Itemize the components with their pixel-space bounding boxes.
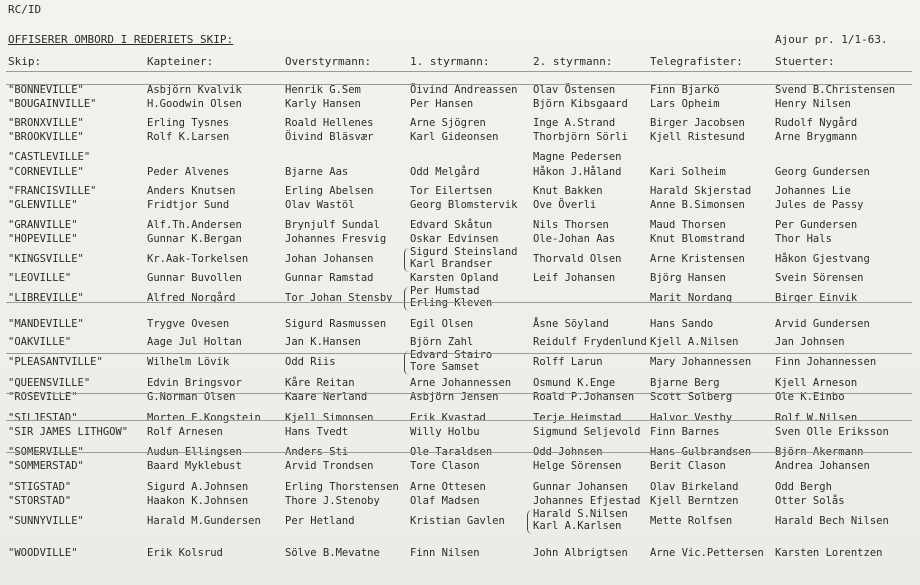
table-row [0, 97, 920, 111]
cell-ship: "LIBREVILLE" [8, 292, 84, 304]
cell-radio-officer: Maud Thorsen [650, 219, 726, 231]
cell-radio-officer: Halvor Vestby [650, 412, 733, 424]
cell-first-mate: Tor Eilertsen [410, 185, 493, 197]
cell-radio-officer: Mary Johannessen [650, 356, 752, 368]
cell-second-mate: Roald P.Johansen [533, 391, 635, 403]
cell-steward: Andrea Johansen [775, 460, 870, 472]
cell-chief-officer: Jan K.Hansen [285, 336, 361, 348]
cell-second-mate: Gunnar Johansen [533, 481, 628, 493]
table-row [0, 130, 920, 144]
cell-second-mate: Terje Heimstad [533, 412, 622, 424]
cell-radio-officer: Kari Solheim [650, 166, 726, 178]
cell-steward: Jules de Passy [775, 199, 864, 211]
cell-ship: "SUNNYVILLE" [8, 515, 84, 527]
cell-first-mate: Georg Blomstervik [410, 199, 518, 211]
cell-second-mate: Thorbjörn Sörli [533, 131, 628, 143]
cell-second-mate: Magne Pedersen [533, 151, 622, 163]
row-divider [6, 420, 912, 421]
cell-ship: "WOODVILLE" [8, 547, 78, 559]
column-header-captain: Kapteiner: [147, 55, 214, 68]
cell-captain: Alf.Th.Andersen [147, 219, 242, 231]
cell-first-mate: Per Hansen [410, 98, 474, 110]
cell-ship: "STORSTAD" [8, 495, 72, 507]
cell-second-mate: Sigmund Seljevold [533, 426, 641, 438]
brace-mark [404, 248, 410, 272]
cell-steward: Thor Hals [775, 233, 832, 245]
table-row [0, 546, 920, 560]
cell-first-mate: Per Humstad [410, 285, 480, 297]
cell-first-mate: Arne Sjögren [410, 117, 486, 129]
cell-second-mate: Knut Bakken [533, 185, 603, 197]
column-header-first-mate: 1. styrmann: [410, 55, 490, 68]
column-header-ship: Skip: [8, 55, 42, 68]
table-row [0, 508, 920, 532]
cell-second-mate: Thorvald Olsen [533, 253, 622, 265]
cell-chief-officer: Sigurd Rasmussen [285, 318, 387, 330]
cell-ship: "CORNEVILLE" [8, 166, 84, 178]
cell-chief-officer: Anders Sti [285, 446, 349, 458]
cell-captain: Erik Kolsrud [147, 547, 223, 559]
cell-chief-officer: Johan Johansen [285, 253, 374, 265]
cell-captain: Edvin Bringsvor [147, 377, 242, 389]
table-row [0, 116, 920, 130]
cell-steward: Johannes Lie [775, 185, 851, 197]
cell-chief-officer: Kåre Reitan [285, 377, 355, 389]
cell-captain: Fridtjor Sund [147, 199, 230, 211]
cell-steward: Finn Johannessen [775, 356, 877, 368]
table-row [0, 459, 920, 473]
cell-ship: "SOMMERSTAD" [8, 460, 84, 472]
row-divider [6, 302, 912, 303]
cell-captain: Asbjörn Kvalvik [147, 84, 242, 96]
cell-steward: Sven Olle Eriksson [775, 426, 889, 438]
cell-captain: Aage Jul Holtan [147, 336, 242, 348]
cell-chief-officer: Erling Thorstensen [285, 481, 399, 493]
cell-second-mate: Inge A.Strand [533, 117, 616, 129]
cell-radio-officer: Harald Skjerstad [650, 185, 752, 197]
cell-steward: Arne Brygmann [775, 131, 858, 143]
table-row [0, 494, 920, 508]
cell-steward: Håkon Gjestvang [775, 253, 870, 265]
cell-steward: Rudolf Nygård [775, 117, 858, 129]
cell-captain: Trygve Ovesen [147, 318, 230, 330]
cell-ship: "STIGSTAD" [8, 481, 72, 493]
cell-second-mate: John Albrigtsen [533, 547, 628, 559]
column-header-chief-officer: Overstyrmann: [285, 55, 372, 68]
cell-steward: Arvid Gundersen [775, 318, 870, 330]
cell-first-mate: Odd Melgård [410, 166, 480, 178]
cell-chief-officer: Per Hetland [285, 515, 355, 527]
table-row [0, 198, 920, 212]
cell-ship: "FRANCISVILLE" [8, 185, 97, 197]
cell-second-mate: Ove Överli [533, 199, 597, 211]
cell-radio-officer: Hans Sando [650, 318, 714, 330]
cell-radio-officer: Björg Hansen [650, 272, 726, 284]
cell-second-mate: Nils Thorsen [533, 219, 609, 231]
cell-chief-officer: Tor Johan Stensby [285, 292, 393, 304]
cell-first-mate: Edvard Skåtun [410, 219, 493, 231]
cell-chief-officer: Henrik G.Sem [285, 84, 361, 96]
cell-steward: Per Gundersen [775, 219, 858, 231]
cell-chief-officer: Hans Tvedt [285, 426, 349, 438]
cell-ship: "LEOVILLE" [8, 272, 72, 284]
cell-chief-officer: Olav Wastöl [285, 199, 355, 211]
cell-radio-officer: Kjell Berntzen [650, 495, 739, 507]
cell-chief-officer: Karly Hansen [285, 98, 361, 110]
cell-steward: Otter Solås [775, 495, 845, 507]
cell-steward: Odd Bergh [775, 481, 832, 493]
cell-ship: "SILJESTAD" [8, 412, 78, 424]
cell-first-mate: Karl Brandser [410, 258, 493, 270]
cell-radio-officer: Marit Nordang [650, 292, 733, 304]
table-row [0, 335, 920, 349]
cell-ship: "BONNEVILLE" [8, 84, 84, 96]
cell-steward: Kjell Arneson [775, 377, 858, 389]
cell-first-mate: Finn Nilsen [410, 547, 480, 559]
cell-radio-officer: Hans Gulbrandsen [650, 446, 752, 458]
cell-first-mate-pair [410, 285, 492, 309]
cell-first-mate: Erling Kleven [410, 297, 493, 309]
cell-captain: Harald M.Gundersen [147, 515, 261, 527]
brace-mark [404, 351, 410, 375]
cell-first-mate: Arne Ottesen [410, 481, 486, 493]
cell-captain: G.Norman Olsen [147, 391, 236, 403]
cell-ship: "GLENVILLE" [8, 199, 78, 211]
cell-chief-officer: Sölve B.Mevatne [285, 547, 380, 559]
cell-captain: Anders Knutsen [147, 185, 236, 197]
table-row [0, 83, 920, 97]
cell-captain: Alfred Norgård [147, 292, 236, 304]
cell-radio-officer: Mette Rolfsen [650, 515, 733, 527]
cell-second-mate: Rolff Larun [533, 356, 603, 368]
cell-ship: "KINGSVILLE" [8, 253, 84, 265]
cell-second-mate: Olav Östensen [533, 84, 616, 96]
table-row [0, 218, 920, 232]
cell-second-mate: Åsne Söyland [533, 318, 609, 330]
cell-first-mate: Kristian Gavlen [410, 515, 505, 527]
table-row [0, 232, 920, 246]
table-row [0, 376, 920, 390]
cell-captain: Kr.Aak-Torkelsen [147, 253, 249, 265]
row-divider [6, 452, 912, 453]
cell-chief-officer: Odd Riis [285, 356, 336, 368]
cell-first-mate: Sigurd Steinsland [410, 246, 518, 258]
row-divider [6, 84, 912, 85]
cell-ship: "SIR JAMES LITHGOW" [8, 426, 129, 438]
cell-captain: Morten E.Kongstein [147, 412, 261, 424]
cell-second-mate: Osmund K.Enge [533, 377, 616, 389]
document-id: RC/ID [8, 3, 42, 16]
table-row [0, 184, 920, 198]
cell-chief-officer: Kjell Simonsen [285, 412, 374, 424]
cell-captain: Audun Ellingsen [147, 446, 242, 458]
cell-captain: Sigurd A.Johnsen [147, 481, 249, 493]
cell-ship: "QUEENSVILLE" [8, 377, 91, 389]
cell-second-mate: Håkon J.Håland [533, 166, 622, 178]
cell-radio-officer: Olav Birkeland [650, 481, 739, 493]
cell-ship: "BRONXVILLE" [8, 117, 84, 129]
cell-chief-officer: Kaare Nerland [285, 391, 368, 403]
cell-chief-officer: Erling Abelsen [285, 185, 374, 197]
cell-chief-officer: Arvid Trondsen [285, 460, 374, 472]
cell-steward: Harald Bech Nilsen [775, 515, 889, 527]
cell-radio-officer: Arne Vic.Pettersen [650, 547, 764, 559]
cell-ship: "CASTLEVILLE" [8, 151, 91, 163]
cell-first-mate: Olaf Madsen [410, 495, 480, 507]
cell-first-mate: Arne Johannessen [410, 377, 512, 389]
table-row [0, 317, 920, 331]
cell-second-mate: Harald S.Nilsen [533, 508, 628, 520]
cell-chief-officer: Roald Hellenes [285, 117, 374, 129]
cell-captain: Gunnar K.Bergan [147, 233, 242, 245]
cell-first-mate: Ole Taraldsen [410, 446, 493, 458]
brace-mark [404, 287, 410, 311]
cell-first-mate: Oskar Edvinsen [410, 233, 499, 245]
column-header-second-mate: 2. styrmann: [533, 55, 613, 68]
cell-captain: Wilhelm Lövik [147, 356, 230, 368]
cell-chief-officer: Brynjulf Sundal [285, 219, 380, 231]
cell-radio-officer: Birger Jacobsen [650, 117, 745, 129]
cell-radio-officer: Arne Kristensen [650, 253, 745, 265]
cell-chief-officer: Johannes Fresvig [285, 233, 387, 245]
cell-chief-officer: Bjarne Aas [285, 166, 349, 178]
table-row [0, 411, 920, 425]
cell-chief-officer: Öivind Bläsvær [285, 131, 374, 143]
cell-steward: Jan Johnsen [775, 336, 845, 348]
cell-ship: "PLEASANTVILLE" [8, 356, 103, 368]
cell-second-mate: Ole-Johan Aas [533, 233, 616, 245]
cell-second-mate: Karl A.Karlsen [533, 520, 622, 532]
cell-captain: Erling Tysnes [147, 117, 230, 129]
cell-second-mate: Reidulf Frydenlund [533, 336, 647, 348]
cell-chief-officer: Gunnar Ramstad [285, 272, 374, 284]
cell-ship: "BROOKVILLE" [8, 131, 84, 143]
cell-steward: Ole K.Einbo [775, 391, 845, 403]
cell-steward: Rolf W.Nilsen [775, 412, 858, 424]
cell-radio-officer: Berit Clason [650, 460, 726, 472]
cell-steward: Björn Akermann [775, 446, 864, 458]
cell-ship: "BOUGAINVILLE" [8, 98, 97, 110]
cell-steward: Birger Einvik [775, 292, 858, 304]
cell-radio-officer: Finn Bjarkö [650, 84, 720, 96]
row-divider [6, 353, 912, 354]
cell-first-mate: Tore Clason [410, 460, 480, 472]
cell-radio-officer: Finn Barnes [650, 426, 720, 438]
cell-chief-officer: Thore J.Stenoby [285, 495, 380, 507]
cell-steward: Svend B.Christensen [775, 84, 896, 96]
cell-captain: Rolf K.Larsen [147, 131, 230, 143]
cell-steward: Henry Nilsen [775, 98, 851, 110]
cell-ship: "HOPEVILLE" [8, 233, 78, 245]
cell-captain: Baard Myklebust [147, 460, 242, 472]
cell-radio-officer: Kjell A.Nilsen [650, 336, 739, 348]
cell-ship: "MANDEVILLE" [8, 318, 84, 330]
cell-second-mate-pair [533, 508, 628, 532]
cell-steward: Svein Sörensen [775, 272, 864, 284]
cell-ship: "GRANVILLE" [8, 219, 78, 231]
cell-second-mate: Helge Sörensen [533, 460, 622, 472]
column-header-radio-officer: Telegrafister: [650, 55, 743, 68]
header-rule [6, 71, 912, 72]
table-row [0, 480, 920, 494]
cell-first-mate: Öivind Andreassen [410, 84, 518, 96]
cell-captain: Gunnar Buvollen [147, 272, 242, 284]
cell-radio-officer: Lars Opheim [650, 98, 720, 110]
cell-steward: Georg Gundersen [775, 166, 870, 178]
cell-second-mate: Björn Kibsgaard [533, 98, 628, 110]
cell-radio-officer: Bjarne Berg [650, 377, 720, 389]
cell-first-mate: Asbjörn Jensen [410, 391, 499, 403]
cell-first-mate: Edvard Stairo [410, 349, 493, 361]
cell-radio-officer: Anne B.Simonsen [650, 199, 745, 211]
cell-radio-officer: Scott Solberg [650, 391, 733, 403]
cell-second-mate: Odd Johnsen [533, 446, 603, 458]
table-row [0, 246, 920, 270]
cell-first-mate: Tore Samset [410, 361, 480, 373]
table-row [0, 349, 920, 373]
cell-radio-officer: Knut Blomstrand [650, 233, 745, 245]
cell-captain: Rolf Arnesen [147, 426, 223, 438]
cell-first-mate: Egil Olsen [410, 318, 474, 330]
table-row [0, 425, 920, 439]
document-title: OFFISERER OMBORD I REDERIETS SKIP: [8, 33, 234, 46]
cell-captain: Haakon K.Johnsen [147, 495, 249, 507]
cell-second-mate: Leif Johansen [533, 272, 616, 284]
cell-ship: "SOMERVILLE" [8, 446, 84, 458]
table-row [0, 271, 920, 285]
row-divider [6, 393, 912, 394]
table-row [0, 165, 920, 179]
document-date: Ajour pr. 1/1-63. [775, 33, 888, 46]
table-row [0, 150, 920, 164]
column-header-steward: Stuerter: [775, 55, 835, 68]
cell-first-mate: Björn Zahl [410, 336, 474, 348]
cell-steward: Karsten Lorentzen [775, 547, 883, 559]
cell-ship: "OAKVILLE" [8, 336, 72, 348]
cell-first-mate-pair [410, 246, 517, 270]
brace-mark [527, 510, 533, 534]
cell-ship: "ROSEVILLE" [8, 391, 78, 403]
cell-captain: H.Goodwin Olsen [147, 98, 242, 110]
cell-first-mate: Karsten Opland [410, 272, 499, 284]
cell-first-mate: Willy Holbu [410, 426, 480, 438]
cell-second-mate: Johannes Efjestad [533, 495, 641, 507]
cell-first-mate: Erik Kvastad [410, 412, 486, 424]
cell-captain: Peder Alvenes [147, 166, 230, 178]
cell-radio-officer: Kjell Ristesund [650, 131, 745, 143]
cell-first-mate: Karl Gideonsen [410, 131, 499, 143]
